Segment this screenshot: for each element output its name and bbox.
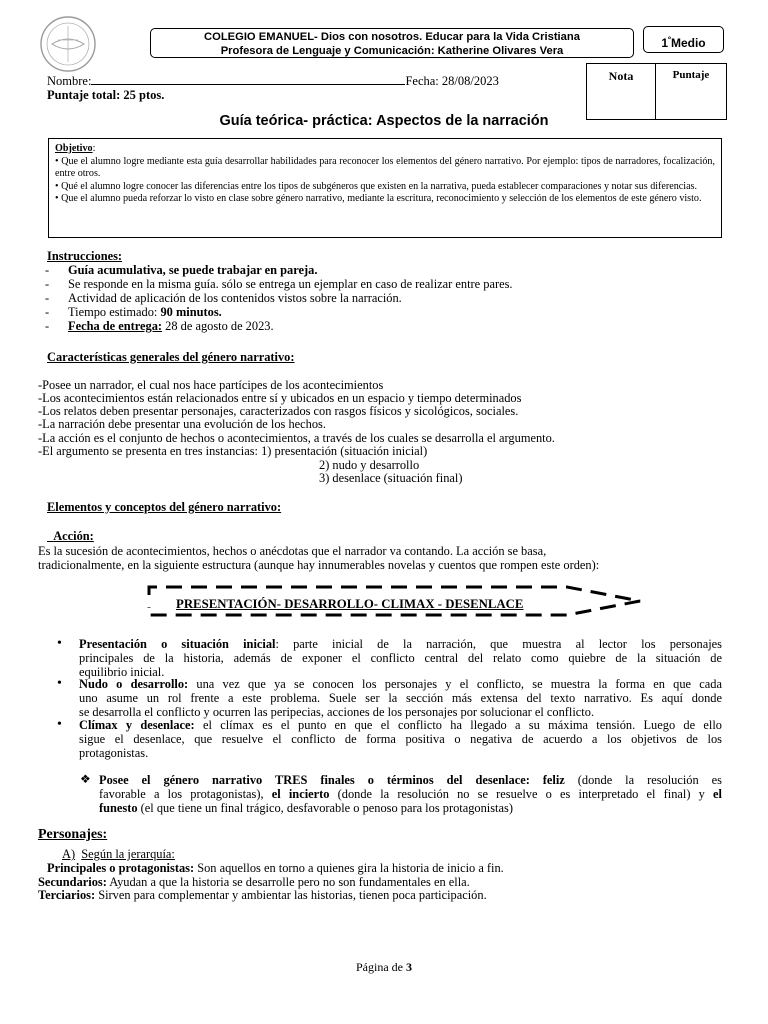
caracteristicas-heading: Características generales del género narrativo: — [47, 350, 295, 364]
name-field[interactable] — [91, 73, 405, 85]
bullet-nudo: Nudo o desarrollo: una vez que ya se conocen los personajes y el conflicto, se muestra la forma en que cada uno asume un rol frente a este problema. Suele ser la sección más extensa del texto narrativo. Es aquí donde se desarrolla el conflicto y ocurren las peripecias, acciones de los personajes por solucionar el conflicto. — [79, 677, 722, 719]
accion-label: Acción: — [53, 529, 94, 543]
student-info — [47, 73, 499, 88]
objetivo-item: • Que el alumno pueda reforzar lo visto en clase sobre género narrativo, mediante la escritura, reconocimiento y selección de los elementos de este género visto. — [55, 193, 702, 204]
list-item: -El argumento se presenta en tres instancias: 1) presentación (situación inicial) — [38, 444, 428, 458]
nota-label: Nota — [608, 69, 634, 83]
teacher-name: Profesora de Lenguaje y Comunicación: Katherine Olivares Vera — [220, 45, 564, 57]
list-item: - Actividad de aplicación de los contenidos vistos sobre la narración. — [45, 291, 402, 305]
personaje-terciario: Terciarios: Sirven para complementar y ambientar las historias, tienen poca participación. — [38, 888, 487, 902]
bullet-icon: • — [57, 636, 62, 651]
list-item: -Posee un narrador, el cual nos hace partícipes de los acontecimientos — [38, 378, 384, 392]
accion-text: tradicionalmente, en la siguiente estructura (aunque hay innumerables novelas y cuentos que rompen este orden): — [38, 558, 600, 572]
bullet-icon: • — [57, 676, 62, 691]
personaje-principal: Principales o protagonistas: Son aquellos en torno a quienes gira la historia de inicio a fin. — [47, 861, 504, 875]
personajes-heading: Personajes: — [38, 827, 108, 842]
finales-text: Posee el género narrativo TRES finales o términos del desenlace: feliz (donde la resolución es favorable a los protagonistas), el incierto (donde la resolución no se resuelve o es interpretado el final) y el funesto (el que tiene un final trágico, desfavorable o penoso para los protagonistas) — [99, 773, 722, 815]
school-name: COLEGIO EMANUEL- Dios con nosotros. Educar para la Vida Cristiana — [204, 31, 580, 43]
list-item: - Tiempo estimado: 90 minutos. — [45, 305, 222, 319]
bullet-icon: • — [57, 717, 62, 732]
bullet-climax: Clímax y desenlace: el clímax es el punto en que el conflicto ha llegado a su máxima tensión. Luego de ello sigue el desenlace, que resuelve el conflicto de forma positiva o negativa de acuerdo a los objetivos de los protagonistas. — [79, 718, 722, 760]
list-item: 2) nudo y desarrollo — [319, 458, 420, 472]
list-item: -Los relatos deben presentar personajes, caracterizados con rasgos físicos y sicológicos, sociales. — [38, 404, 519, 418]
school-seal-logo — [38, 14, 98, 74]
personaje-secundario: Secundarios: Ayudan a que la historia se desarrolle pero no son fundamentales en ella. — [38, 875, 470, 889]
objetivo-box: Objetivo: • Que el alumno logre mediante esta guía desarrollar habilidades para reconocer los elementos del género narrativo. Por ejemplo: tipos de narradores, focalización, entre otros. • Qué el alumno logre conocer las diferencias entre los tipos de subgéneros que existen en la narrativa, pueda establecer comparaciones y notar sus diferencias. • Que el alumno pueda reforzar lo visto en clase sobre género narrativo, mediante la escritura, reconocimiento y selección de los elementos de este género visto. — [48, 138, 722, 238]
list-item: -Los acontecimientos están relacionados entre sí y ubicados en un espacio y tiempo determinados — [38, 391, 522, 405]
instrucciones-heading: Instrucciones: — [47, 249, 123, 263]
page-number: Página de 3 — [356, 960, 412, 974]
diamond-bullet-icon: ❖ — [80, 772, 91, 786]
elementos-heading: Elementos y conceptos del género narrativo: — [47, 500, 282, 514]
score-table — [586, 63, 727, 120]
school-header — [150, 28, 634, 58]
page-title: Guía teórica- práctica: Aspectos de la narración — [219, 113, 549, 129]
list-item: - Guía acumulativa, se puede trabajar en pareja. — [45, 263, 318, 277]
list-item: 3) desenlace (situación final) — [319, 471, 463, 485]
list-item: -La narración debe presentar una evolución de los hechos. — [38, 417, 326, 431]
personajes-subheading: A) Según la jerarquía: — [62, 847, 175, 861]
accion-text: Es la sucesión de acontecimientos, hechos o anécdotas que el narrador va contando. La acción se basa, — [38, 544, 547, 558]
objetivo-label: Objetivo — [55, 143, 93, 154]
objetivo-item: • Que el alumno logre mediante esta guía desarrollar habilidades para reconocer los elementos del género narrativo. Por ejemplo: tipos de narradores, focalización, entre otros. — [55, 155, 716, 179]
puntaje-label: Puntaje — [672, 69, 710, 81]
nombre-label: Nombre: — [47, 74, 92, 88]
list-item: - Se responde en la misma guía. sólo se entrega un ejemplar en caso de realizar entre pares. — [45, 277, 513, 291]
flow-structure-label: PRESENTACIÓN- DESARROLLO- CLIMAX - DESENLACE — [176, 597, 524, 611]
list-item: -La acción es el conjunto de hechos o acontecimientos, a través de los cuales se desarrolla el argumento. — [38, 431, 555, 445]
puntaje-total: Puntaje total: 25 ptos. — [47, 88, 165, 102]
fecha: Fecha: 28/08/2023 — [405, 74, 499, 88]
grade-badge: $1^ºMedio$ — [643, 26, 724, 53]
bullet-presentacion: Presentación o situación inicial: parte inicial de la narración, que muestra al lector los personajes principales de la historia, además de exponer el conflicto central del relato como quiebre de la situación de equilibrio inicial. — [79, 637, 722, 679]
objetivo-item: • Qué el alumno logre conocer las diferencias entre los tipos de subgéneros que existen en la narrativa, pueda establecer comparaciones y notar sus diferencias. — [55, 180, 697, 192]
list-item: - Fecha de entrega: 28 de agosto de 2023. — [45, 319, 274, 333]
